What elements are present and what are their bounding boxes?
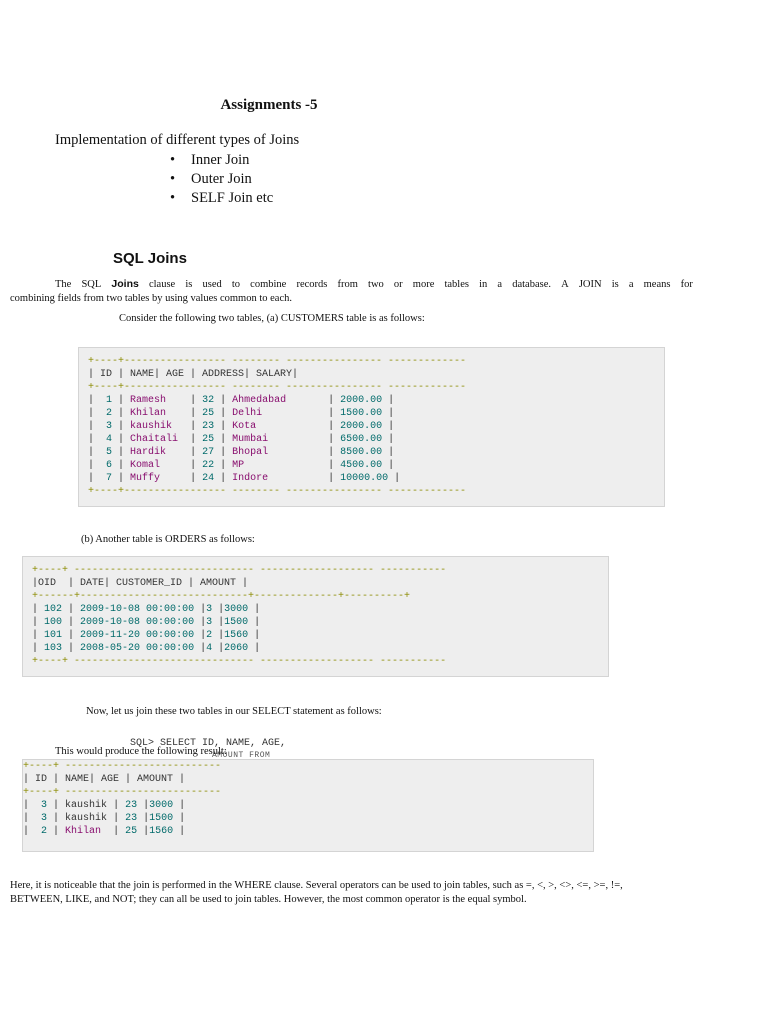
cell-id: 1 <box>106 395 113 406</box>
orders-caption: (b) Another table is ORDERS as follows: <box>81 534 255 545</box>
cell-age: 22 <box>202 460 215 471</box>
cell-age: 25 <box>202 434 215 445</box>
join-caption: Now, let us join these two tables in our SELECT statement as follows: <box>86 706 382 717</box>
cell-customer-id: 2 <box>206 630 213 641</box>
cell-address: Indore <box>232 473 269 484</box>
orders-table: +----+ ------------------------------ ------------------- ----------- |OID | DATE| CUSTOMER_ID | AMOUNT | +------+----------------------------+--------------+----------+ | 102 | 2009-10-08 00:00:00 |3 |3000 | | 100 | 2009-10-08 00:00:00 |3 |1500 | | 101 | 2009-11-20 00:00:00 |2 |1560 | | 103 | 2008-05-20 00:00:00 |4 |2060 | +----+ ------------------------------ ------------------- ----------- <box>32 565 447 667</box>
word: to <box>231 279 241 290</box>
cell-name: Hardik <box>130 447 167 458</box>
cell-id: 7 <box>106 473 113 484</box>
word: or <box>393 279 403 290</box>
list-item <box>170 189 273 208</box>
cell-age: 32 <box>202 395 215 406</box>
cell-id: 6 <box>106 460 113 471</box>
word: is <box>185 279 193 290</box>
paragraph-line: combining fields from two tables by using values common to each. <box>10 292 292 304</box>
table-border: +----+ -------------------------- <box>23 787 222 798</box>
intro-text: Implementation of different types of Joins <box>55 132 300 148</box>
table-border: +----+ -------------------------- <box>23 761 222 772</box>
cell-address: Mumbai <box>232 434 269 445</box>
cell-amount: 1500 <box>149 813 174 824</box>
word: in <box>479 279 488 290</box>
cell-date: 2009-11-20 00:00:00 <box>80 630 195 641</box>
section-heading: SQL Joins <box>113 250 187 267</box>
cell-name: Khilan <box>130 408 167 419</box>
cell-id: 2 <box>41 826 48 837</box>
word: Joins <box>111 278 139 290</box>
paragraph-line <box>10 278 693 292</box>
cell-name: kaushik <box>130 421 173 432</box>
word: tables <box>444 279 469 290</box>
cell-customer-id: 3 <box>206 617 213 628</box>
topic-label: SELF Join etc <box>191 190 274 206</box>
word: means <box>643 279 671 290</box>
word: clause <box>148 279 176 290</box>
table-border: +----+----------------- -------- ---------------- ------------- <box>88 486 467 497</box>
customers-table: +----+----------------- -------- ---------------- ------------- | ID | NAME| AGE | ADDRESS| SALARY| +----+----------------- -------- ---------------- ------------- | 1 | Ramesh | 32 | Ahmedabad | 2000.00 | | 2 | Khilan | 25 | Delhi | 1500.00 | | 3 | kaushik | 23 | Kota | 2000.00 | | 4 | Chaitali | 25 | Mumbai | 6500.00 | | 5 | Hardik | 27 | Bhopal | 8500.00 | | 6 | Komal | 22 | MP | 4500.00 | | 7 | Muffy | 24 | Indore | 10000.00 | +----+----------------- -------- ---------------- ------------- <box>88 356 467 497</box>
cell-amount: 1560 <box>149 826 174 837</box>
cell-salary: 10000.00 <box>340 473 389 484</box>
cell-amount: 3000 <box>149 800 174 811</box>
word: from <box>337 279 358 290</box>
bullet-icon: • <box>170 171 176 187</box>
word: a <box>628 279 634 290</box>
cell-name: Muffy <box>130 473 161 484</box>
cell-id: 3 <box>106 421 113 432</box>
customers-table-block <box>78 347 665 507</box>
word: combine <box>250 279 287 290</box>
bullet-icon: • <box>170 152 176 168</box>
result-table-block <box>22 759 594 852</box>
cell-age: 24 <box>202 473 215 484</box>
paragraph-line: BETWEEN, LIKE, and NOT; they can all be used to join tables. However, the most common operator is the equal symbol. <box>10 894 527 905</box>
cell-salary: 1500.00 <box>340 408 383 419</box>
word: used <box>202 279 222 290</box>
cell-age: 23 <box>125 813 138 824</box>
word: A <box>561 279 569 290</box>
table-header: |OID | DATE| CUSTOMER_ID | AMOUNT | <box>32 578 249 589</box>
cell-address: Delhi <box>232 408 263 419</box>
topic-label: Outer Join <box>191 171 252 187</box>
cell-date: 2009-10-08 00:00:00 <box>80 617 195 628</box>
cell-date: 2009-10-08 00:00:00 <box>80 604 195 615</box>
cell-amount: 2060 <box>224 643 249 654</box>
cell-address: Kota <box>232 421 257 432</box>
cell-salary: 2000.00 <box>340 421 383 432</box>
bullet-icon: • <box>170 190 176 206</box>
table-border: +----+----------------- -------- ---------------- ------------- <box>88 382 467 393</box>
cell-customer-id: 3 <box>206 604 213 615</box>
cell-age: 23 <box>125 800 138 811</box>
paragraph-line: Here, it is noticeable that the join is performed in the WHERE clause. Several operators can be used to join tables, such as =, <, >, <>, <=, >=, !=, <box>10 880 623 891</box>
customers-caption: Consider the following two tables, (a) CUSTOMERS table is as follows: <box>119 313 425 324</box>
cell-oid: 103 <box>44 643 63 654</box>
cell-age: 25 <box>125 826 138 837</box>
cell-name: kaushik <box>65 813 108 824</box>
cell-customer-id: 4 <box>206 643 213 654</box>
page-title: Assignments -5 <box>220 97 318 113</box>
topic-label: Inner Join <box>191 152 250 168</box>
word: JOIN <box>578 279 602 290</box>
sql-statement-continued: AMOUNT FROM <box>212 751 271 760</box>
word: is <box>611 279 619 290</box>
cell-salary: 4500.00 <box>340 460 383 471</box>
word: records <box>296 279 328 290</box>
cell-oid: 102 <box>44 604 63 615</box>
word: SQL <box>81 279 102 290</box>
sql-statement: SQL> SELECT ID, NAME, AGE, <box>130 738 287 749</box>
list-item <box>170 151 273 170</box>
cell-oid: 101 <box>44 630 63 641</box>
cell-id: 2 <box>106 408 113 419</box>
list-item <box>170 170 273 189</box>
word: for <box>680 279 693 290</box>
intro-paragraph <box>10 278 693 305</box>
result-caption: This would produce the following result: <box>55 746 227 757</box>
word: The <box>55 279 72 290</box>
cell-id: 5 <box>106 447 113 458</box>
cell-id: 3 <box>41 800 48 811</box>
cell-salary: 8500.00 <box>340 447 383 458</box>
word: a <box>497 279 503 290</box>
topics-list <box>170 151 273 208</box>
cell-salary: 2000.00 <box>340 395 383 406</box>
table-header: | ID | NAME| AGE | AMOUNT | <box>23 774 186 785</box>
cell-id: 3 <box>41 813 48 824</box>
table-border: +----+----------------- -------- ---------------- ------------- <box>88 356 467 367</box>
word: two <box>368 279 384 290</box>
table-border: +------+----------------------------+--------------+----------+ <box>32 591 411 602</box>
table-header: | ID | NAME| AGE | ADDRESS| SALARY| <box>88 369 299 380</box>
cell-amount: 1560 <box>224 630 249 641</box>
cell-name: kaushik <box>65 800 108 811</box>
table-border: +----+ ------------------------------ ------------------- ----------- <box>32 565 447 576</box>
cell-address: Ahmedabad <box>232 395 287 406</box>
cell-name: Komal <box>130 460 161 471</box>
cell-id: 4 <box>106 434 113 445</box>
cell-name: Chaitali <box>130 434 179 445</box>
orders-table-block <box>22 556 609 677</box>
cell-amount: 3000 <box>224 604 249 615</box>
cell-address: Bhopal <box>232 447 269 458</box>
cell-address: MP <box>232 460 245 471</box>
cell-name: Khilan <box>65 826 102 837</box>
cell-date: 2008-05-20 00:00:00 <box>80 643 195 654</box>
result-table: +----+ -------------------------- | ID | NAME| AGE | AMOUNT | +----+ -------------------------- | 3 | kaushik | 23 |3000 | | 3 | kaushik | 23 |1500 | | 2 | Khilan | 25 |1560 | <box>23 761 222 837</box>
cell-age: 27 <box>202 447 215 458</box>
cell-oid: 100 <box>44 617 63 628</box>
word: database. <box>512 279 551 290</box>
cell-salary: 6500.00 <box>340 434 383 445</box>
cell-age: 23 <box>202 421 215 432</box>
cell-name: Ramesh <box>130 395 167 406</box>
cell-amount: 1500 <box>224 617 249 628</box>
table-border: +----+ ------------------------------ ------------------- ----------- <box>32 656 447 667</box>
cell-age: 25 <box>202 408 215 419</box>
word: more <box>412 279 435 290</box>
closing-paragraph <box>10 879 710 907</box>
